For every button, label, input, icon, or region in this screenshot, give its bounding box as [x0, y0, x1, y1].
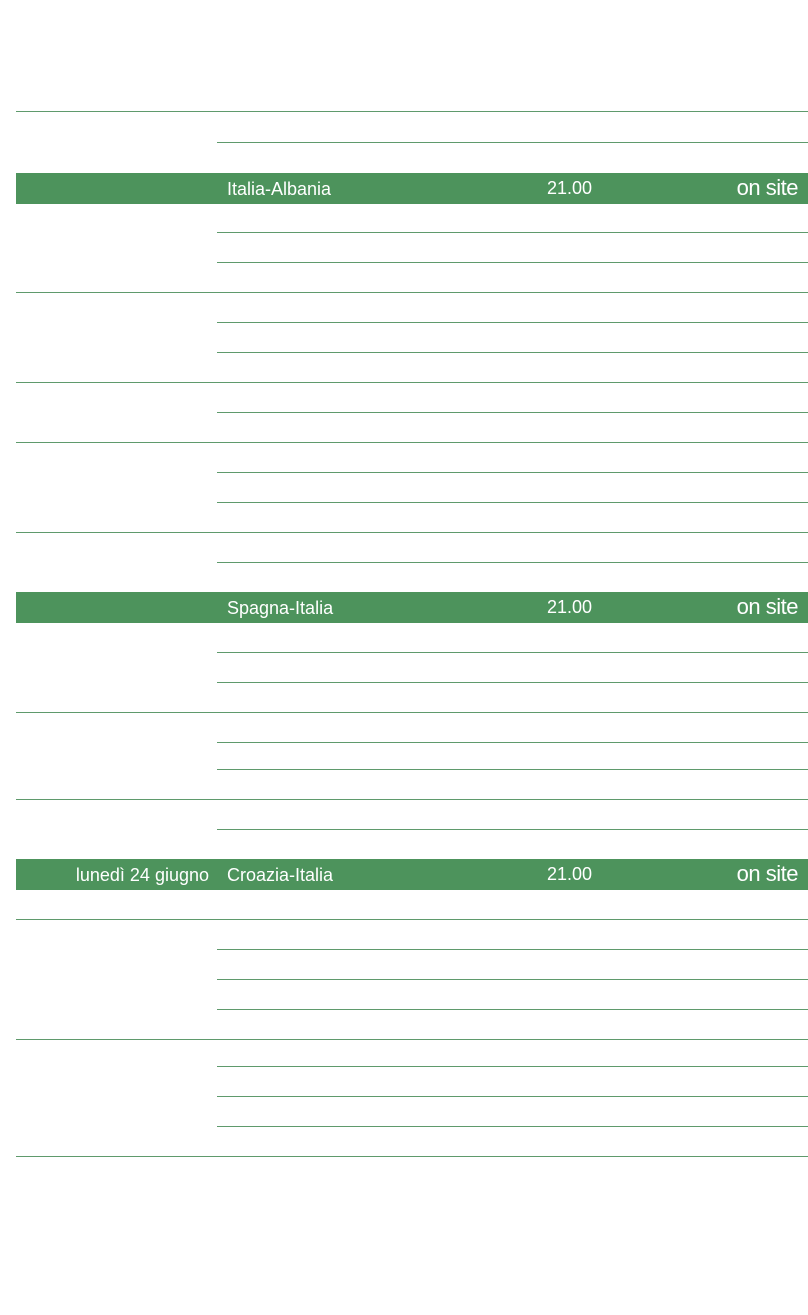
- match-location: on site: [736, 175, 798, 200]
- row-divider: [16, 292, 808, 293]
- sub-row-divider: [217, 979, 808, 980]
- sub-row-divider: [217, 1066, 808, 1067]
- match-row-croazia-italia: [16, 859, 808, 890]
- sub-row-divider: [217, 322, 808, 323]
- match-time: 21.00: [547, 597, 593, 617]
- match-location: on site: [736, 861, 798, 886]
- sub-row-divider: [217, 742, 808, 743]
- row-divider: [16, 799, 808, 800]
- match-teams: Croazia-Italia: [227, 865, 334, 885]
- row-divider: [16, 712, 808, 713]
- row-divider: [16, 382, 808, 383]
- match-teams: Italia-Albania: [227, 179, 332, 199]
- row-divider: [16, 532, 808, 533]
- sub-row-divider: [217, 352, 808, 353]
- sub-row-divider: [217, 682, 808, 683]
- sub-row-divider: [217, 142, 808, 143]
- sub-row-divider: [217, 472, 808, 473]
- sub-row-divider: [217, 502, 808, 503]
- sub-row-divider: [217, 562, 808, 563]
- sub-row-divider: [217, 262, 808, 263]
- row-divider: [16, 919, 808, 920]
- sub-row-divider: [217, 1009, 808, 1010]
- match-time: 21.00: [547, 864, 593, 884]
- match-date: lunedì 24 giugno: [75, 865, 209, 885]
- sub-row-divider: [217, 949, 808, 950]
- row-divider: [16, 442, 808, 443]
- sub-row-divider: [217, 412, 808, 413]
- sub-row-divider: [217, 1126, 808, 1127]
- sub-row-divider: [217, 769, 808, 770]
- match-row-spagna-italia: [16, 592, 808, 623]
- match-time: 21.00: [547, 178, 593, 198]
- row-divider: [16, 1039, 808, 1040]
- row-divider: [16, 111, 808, 112]
- match-teams: Spagna-Italia: [227, 598, 334, 618]
- sub-row-divider: [217, 1096, 808, 1097]
- match-row-italia-albania: [16, 173, 808, 204]
- row-divider: [16, 1156, 808, 1157]
- sub-row-divider: [217, 829, 808, 830]
- match-location: on site: [736, 594, 798, 619]
- sub-row-divider: [217, 652, 808, 653]
- sub-row-divider: [217, 232, 808, 233]
